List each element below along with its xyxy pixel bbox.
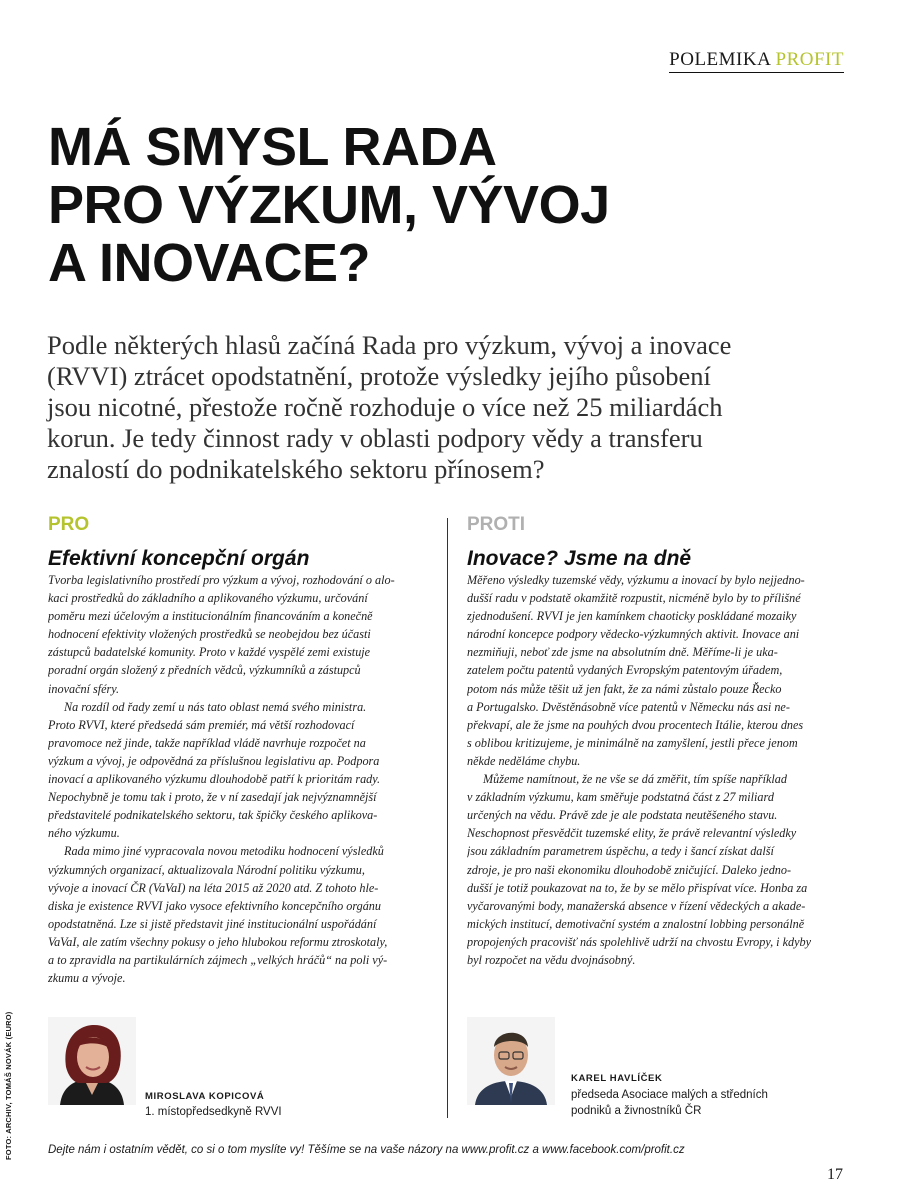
body-line: inovací a aplikovaného výzkumu dlouhodobě patří k prioritám rady. — [48, 772, 381, 787]
proti-author-role-line: předseda Asociace malých a středních — [571, 1089, 768, 1101]
body-line: vývoje a inovací ČR (VaVaI) na léta 2015 až 2020 atd. Z tohoto hle- — [48, 880, 379, 895]
headline-line: PRO VÝZKUM, VÝVOJ — [48, 175, 610, 235]
body-line: opodstatněná. Lze si jistě představit jiné institucionální uspořádání — [48, 916, 377, 931]
body-line: vyčarovanými body, manažerská absence v řízení vědeckých a akade- — [467, 898, 806, 913]
body-line: hodnocení efektivity vložených prostředků se neobejdou bez účasti — [48, 627, 371, 642]
body-line: pravomoce než jinde, takže například vládě navrhuje rozpočet na — [48, 735, 366, 750]
body-line: Nepochybně je tomu tak i proto, že v ní zasedají jak nejvýznamnější — [48, 790, 377, 805]
body-line: Můžeme namítnout, že ne vše se dá změřit, tím spíše například — [483, 772, 787, 787]
pro-title: Efektivní koncepční orgán — [48, 547, 310, 570]
body-line: zjednodušení. RVVI je jen kamínkem chaoticky poskládané mozaiky — [467, 609, 797, 624]
pro-author-role: 1. místopředsedkyně RVVI — [145, 1106, 282, 1118]
body-line: Tvorba legislativního prostředí pro výzkum a vývoj, rozhodování o alo- — [48, 573, 395, 587]
body-line: ného výzkumu. — [48, 826, 120, 841]
body-line: byl rozpočet na vědu dvojnásobný. — [467, 952, 636, 967]
page-number: 17 — [827, 1166, 843, 1183]
body-line: mických institucí, demotivační systém a znalostní lobbing personálně — [467, 916, 805, 931]
footer-note: Dejte nám i ostatním vědět, co si o tom myslíte vy! Těšíme se na vaše názory na www.profit.cz a www.facebook.com/profit.cz — [48, 1144, 685, 1156]
body-line: zkumu a vývoje. — [48, 971, 126, 986]
headline — [48, 118, 848, 292]
body-line: určených na vědu. Právě zde je ale podstata neutěšeného stavu. — [467, 808, 778, 823]
body-line: propojených pracovišť nás spolehlivě udrží na chvostu Evropy, i kdyby — [467, 934, 812, 949]
body-line: poměru mezi účelovým a institucionálním financováním a konečně — [48, 609, 373, 624]
body-line: zástupců badatelské komunity. Proto v každé vyspělé zemi existuje — [48, 645, 371, 660]
body-line: diska je existence RVVI jako vysoce efektivního koncepčního orgánu — [48, 898, 381, 913]
pro-author-name: MIROSLAVA KOPICOVÁ — [145, 1091, 265, 1102]
proti-title: Inovace? Jsme na dně — [467, 547, 692, 570]
lead-line: znalostí do podnikatelského sektoru přínosem? — [47, 454, 545, 484]
pro-body — [48, 571, 433, 987]
lead-paragraph — [47, 330, 847, 485]
body-line: zatelem počtu patentů vydaných Evropským patentovým úřadem, — [467, 663, 783, 678]
body-line: Proto RVVI, které předsedá sám premiér, má větší rozhodovací — [48, 717, 355, 732]
proti-body — [467, 571, 852, 969]
author-photo-havlicek — [467, 1017, 555, 1105]
lead-line: (RVVI) ztrácet opodstatnění, protože výsledky jejího působení — [47, 361, 711, 391]
body-line: Měřeno výsledky tuzemské vědy, výzkumu a inovací by bylo nejjedno- — [467, 573, 805, 587]
column-divider — [447, 518, 448, 1118]
body-line: inovační sféry. — [48, 681, 120, 696]
body-line: VaVaI, ale zatím všechny pokusy o jeho hlubokou reformu ztroskotaly, — [48, 934, 388, 949]
proti-label: PROTI — [467, 514, 526, 535]
author-photo-kopicova — [48, 1017, 136, 1105]
body-line: zdroje, je pro naši ekonomiku dlouhodobě zničující. Daleko jedno- — [467, 862, 792, 877]
body-line: s oblibou kritizujeme, je minimálně na zamyšlení, jestli přece jenom — [467, 735, 798, 750]
proti-author-role-line: podniků a živnostníků ČR — [571, 1105, 702, 1117]
body-line: dušší je totiž poukazovat na to, že by se mělo přispívat více. Honba za — [467, 880, 808, 895]
section-accent-label: PROFIT — [775, 49, 844, 70]
body-line: poradní orgán složený z předních vědců, výzkumníků a zástupců — [48, 663, 361, 678]
body-line: překvapí, ale že jsme na pouhých dvou procentech Itálie, kterou dnes — [467, 717, 804, 732]
body-line: dušší radu v podstatě okamžitě rozpustit, nicméně bylo by to přílišné — [467, 591, 801, 606]
lead-line: korun. Je tedy činnost rady v oblasti podpory vědy a transferu — [47, 423, 703, 453]
body-line: nezmiňuji, neboť zde jsme na absolutním dně. Měříme-li je uka- — [467, 645, 778, 660]
lead-line: Podle některých hlasů začíná Rada pro výzkum, vývoj a inovace — [47, 330, 732, 360]
photo-credit — [4, 1011, 16, 1160]
headline-line: A INOVACE? — [48, 233, 371, 293]
body-line: národní koncepce podpory vědecko-výzkumných aktivit. Inovace ani — [467, 627, 800, 642]
headline-line: MÁ SMYSL RADA — [48, 117, 497, 177]
photo-credit-text: FOTO: ARCHIV, TOMÁŠ NOVÁK (EURO) — [4, 1011, 13, 1160]
lead-line: jsou nicotné, přestože ročně rozhoduje o více než 25 miliardách — [47, 392, 723, 422]
body-line: někde neděláme chybu. — [467, 753, 581, 768]
section-header — [669, 49, 844, 73]
body-line: výzkum a vývoj, je odpovědná za příslušnou legislativu ap. Podpora — [48, 753, 380, 768]
body-line: výzkumných organizací, aktualizovala Národní politiku výzkumu, — [48, 862, 365, 877]
body-line: jsou základním parametrem úspěchu, a tedy i šancí získat další — [467, 844, 774, 859]
body-line: kaci prostředků do základního a aplikovaného výzkumu, určování — [48, 591, 368, 606]
body-line: představitelé podnikatelského sektoru, tak špičky českého aplikova- — [48, 808, 378, 823]
body-line: a Portugalsko. Dvěstěnásobně více patentů v Německu nás asi ne- — [467, 699, 790, 714]
body-line: Na rozdíl od řady zemí u nás tato oblast nemá svého ministra. — [64, 699, 367, 714]
pro-label: PRO — [48, 514, 90, 535]
proti-author-name: KAREL HAVLÍČEK — [571, 1073, 663, 1084]
body-line: v základním výzkumu, kam směřuje podstatná část z 27 miliard — [467, 790, 774, 805]
body-line: Neschopnost přesvědčit tuzemské elity, že právě relevantní výsledky — [467, 826, 797, 841]
section-label: POLEMIKA — [669, 49, 771, 70]
body-line: a to zpravidla na partikulárních zájmech „velkých hráčů“ na poli vý- — [48, 952, 388, 967]
body-line: Rada mimo jiné vypracovala novou metodiku hodnocení výsledků — [64, 844, 384, 859]
body-line: potom nás může těšit už jen fakt, že za námi zůstalo pouze Řecko — [467, 681, 782, 696]
